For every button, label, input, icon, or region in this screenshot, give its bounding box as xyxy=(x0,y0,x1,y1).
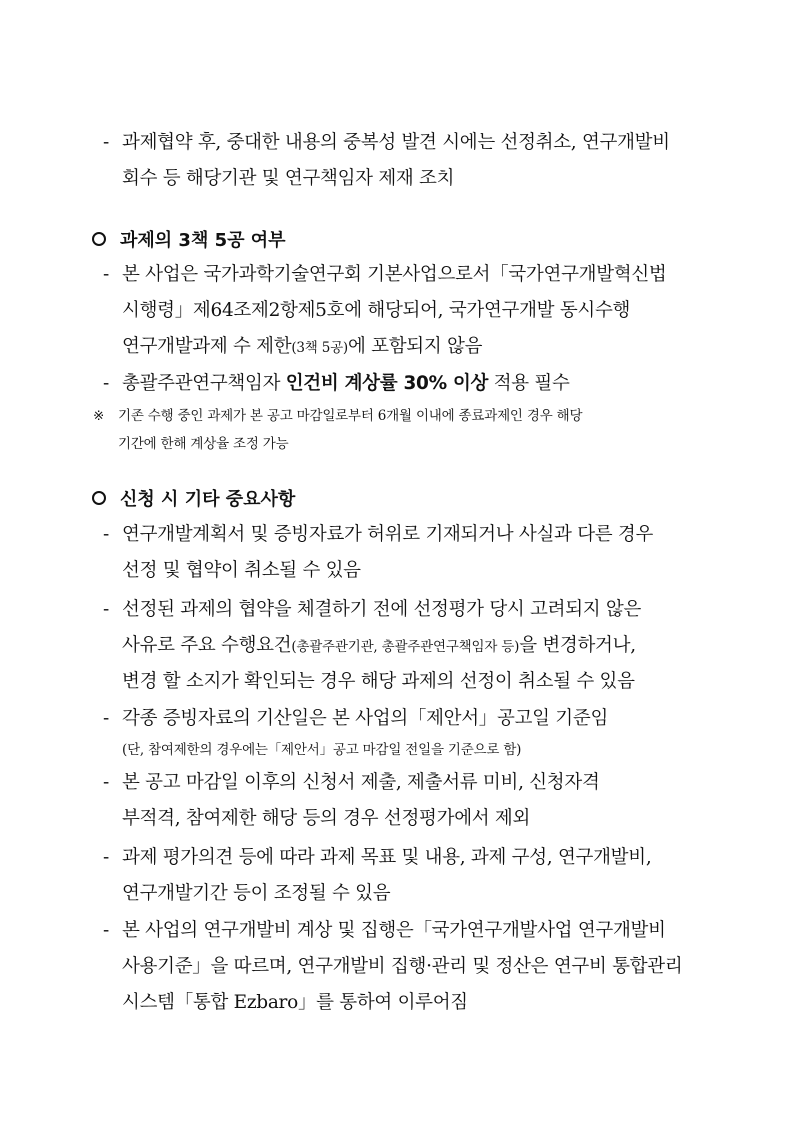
bullet: - xyxy=(103,772,109,793)
text-line: 본 사업은 국가과학기술연구회 기본사업으로서「국가연구개발혁신법 xyxy=(122,264,667,285)
text-line: 각종 증빙자료의 기산일은 본 사업의「제안서」공고일 기준임 xyxy=(122,708,609,729)
text-line: 시행령」제64조제2항제5호에 해당되어, 국가연구개발 동시수행 xyxy=(122,300,631,321)
text-line: 연구개발과제 수 제한(3책 5공)에 포함되지 않음 xyxy=(122,336,483,357)
circle-bullet-icon xyxy=(92,232,106,246)
text-line: 과제 평가의견 등에 따라 과제 목표 및 내용, 과제 구성, 연구개발비, xyxy=(122,847,652,868)
text-line: 연구개발계획서 및 증빙자료가 허위로 기재되거나 사실과 다른 경우 xyxy=(122,524,654,545)
text-line: 변경 할 소지가 확인되는 경우 해당 과제의 선정이 취소될 수 있음 xyxy=(122,671,635,692)
circle-bullet-icon xyxy=(92,491,106,505)
text-line: 시스템「통합 Ezbaro」를 통하여 이루어짐 xyxy=(122,992,468,1013)
bullet: - xyxy=(103,264,109,285)
section-heading: 신청 시 기타 중요사항 xyxy=(92,487,295,513)
bullet: - xyxy=(103,132,109,153)
text-line: 연구개발기간 등이 조정될 수 있음 xyxy=(122,883,391,904)
text-line: 부적격, 참여제한 해당 등의 경우 선정평가에서 제외 xyxy=(122,808,531,829)
section-heading: 과제의 3책 5공 여부 xyxy=(92,228,286,254)
note-line: 기존 수행 중인 과제가 본 공고 마감일로부터 6개월 이내에 종료과제인 경우 해당 xyxy=(118,408,583,424)
text-line: 본 공고 마감일 이후의 신청서 제출, 제출서류 미비, 신청자격 xyxy=(122,772,600,793)
text-line: 선정된 과제의 협약을 체결하기 전에 선정평가 당시 고려되지 않은 xyxy=(122,599,642,620)
text-line: (단, 참여제한의 경우에는「제안서」공고 마감일 전일을 기준으로 함) xyxy=(122,742,522,758)
bullet: - xyxy=(103,847,109,868)
text-line: 사유로 주요 수행요건(총괄주관기관, 총괄주관연구책임자 등)을 변경하거나, xyxy=(122,635,636,656)
text-line: 총괄주관연구책임자 인건비 계상률 30% 이상 적용 필수 xyxy=(122,373,570,394)
bullet: - xyxy=(103,373,109,394)
text-line: 사용기준」을 따르며, 연구개발비 집행·관리 및 정산은 연구비 통합관리 xyxy=(122,956,683,977)
text-line: 선정 및 협약이 취소될 수 있음 xyxy=(122,560,361,581)
note-line: 기간에 한해 계상율 조정 가능 xyxy=(118,436,289,452)
note-mark: ※ xyxy=(93,408,105,424)
bullet: - xyxy=(103,524,109,545)
text-line: 본 사업의 연구개발비 계상 및 집행은「국가연구개발사업 연구개발비 xyxy=(122,920,666,941)
bullet: - xyxy=(103,920,109,941)
text-line: 회수 등 해당기관 및 연구책임자 제재 조치 xyxy=(122,168,455,189)
bullet: - xyxy=(103,708,109,729)
text-line: 과제협약 후, 중대한 내용의 중복성 발견 시에는 선정취소, 연구개발비 xyxy=(122,132,670,153)
bullet: - xyxy=(103,599,109,620)
